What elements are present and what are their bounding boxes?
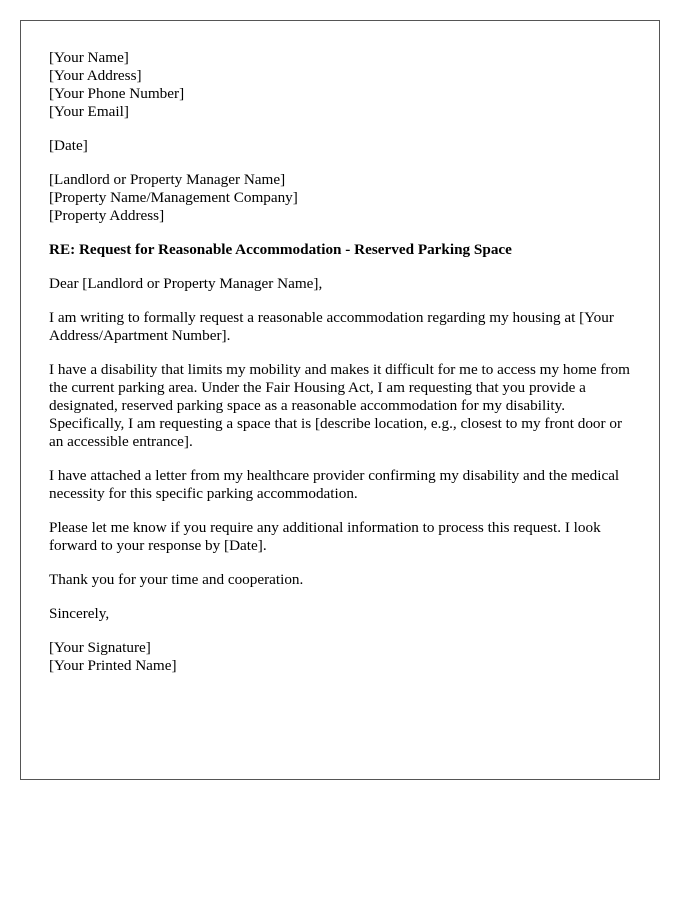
body-paragraph-5: Thank you for your time and cooperation. [49,571,304,588]
closing: Sincerely, [49,605,110,622]
recipient-address: [Property Address] [49,207,165,224]
subject-line: RE: Request for Reasonable Accommodation - Reserved Parking Space [49,241,512,258]
sender-address: [Your Address] [49,67,142,84]
body-paragraph-3: I have attached a letter from my healthcare provider confirming my disability and the medical necessity for this specific parking accommodation. [49,467,620,502]
printed-name: [Your Printed Name] [49,657,177,674]
letter-page [20,20,660,780]
sender-name: [Your Name] [49,49,129,66]
signature-block [49,639,639,675]
letter-date: [Date] [49,137,88,154]
recipient-company: [Property Name/Management Company] [49,189,298,206]
body-paragraph-2: I have a disability that limits my mobility and makes it difficult for me to access my home from the current parking area. Under the Fair Housing Act, I am requesting that you provide a designated, reserved parking space as a reasonable accommodation for my disability. Specifically, I am requesting a space that is [describe location, e.g., closest to my front door or an accessible entrance]. [49,361,630,450]
sender-email: [Your Email] [49,103,129,120]
letter-content [49,49,639,691]
salutation: Dear [Landlord or Property Manager Name], [49,275,323,292]
body-paragraph-4: Please let me know if you require any additional information to process this request. I look forward to your response by [Date]. [49,519,601,554]
body-paragraph-1: I am writing to formally request a reasonable accommodation regarding my housing at [Your Address/Apartment Number]. [49,309,614,344]
signature-line: [Your Signature] [49,639,151,656]
recipient-block [49,171,639,225]
recipient-name: [Landlord or Property Manager Name] [49,171,286,188]
sender-phone: [Your Phone Number] [49,85,185,102]
sender-block [49,49,639,121]
date-block [49,137,639,155]
